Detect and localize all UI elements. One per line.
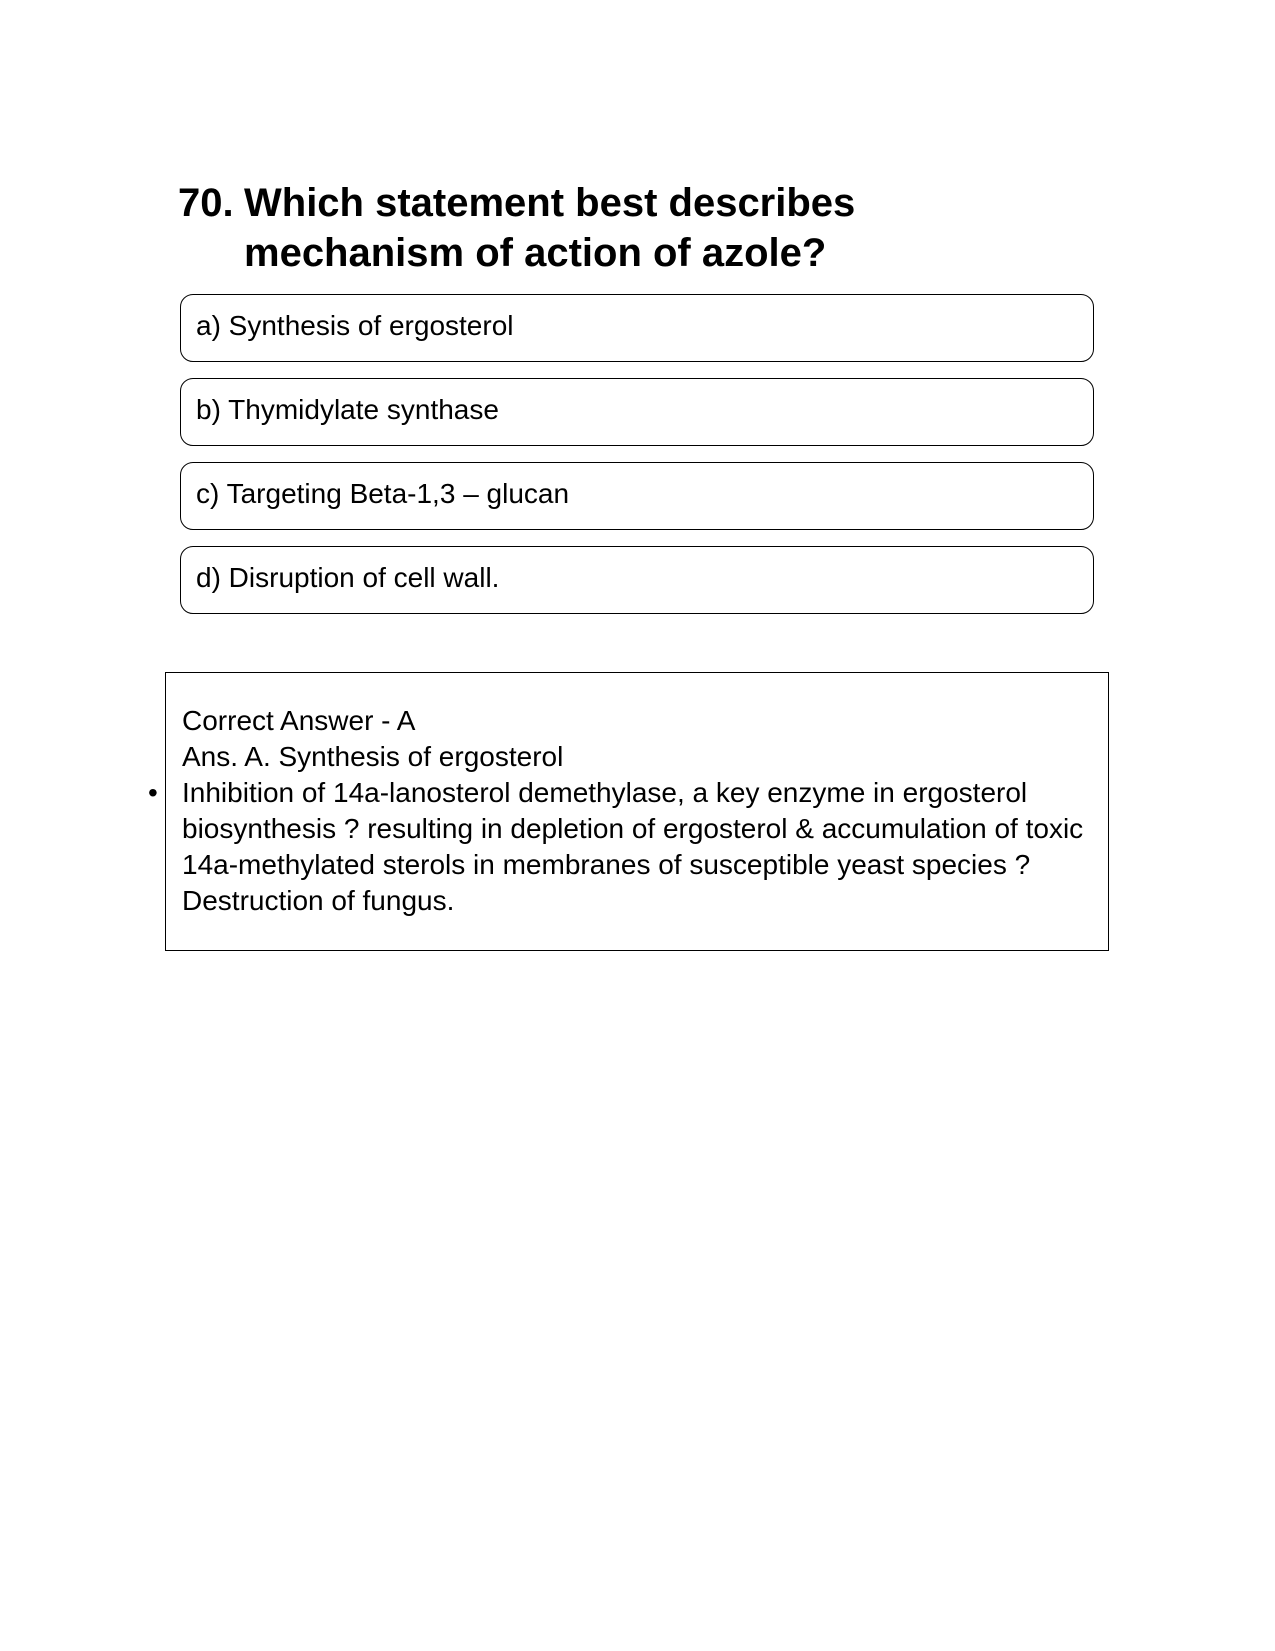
correct-answer: Correct Answer - A	[182, 705, 416, 736]
question-heading	[178, 178, 898, 278]
option-a[interactable]	[180, 294, 1094, 362]
answer-summary: Ans. A. Synthesis of ergosterol	[182, 741, 564, 772]
options-list	[180, 294, 1094, 630]
option-d-label: d) Disruption of cell wall.	[196, 562, 500, 593]
option-b-label: b) Thymidylate synthase	[196, 394, 499, 425]
option-c-label: c) Targeting Beta-1,3 – glucan	[196, 478, 570, 509]
answer-box	[148, 672, 1109, 951]
option-d[interactable]	[180, 546, 1094, 614]
answer-explanation: Inhibition of 14a-lanosterol demethylase, a key enzyme in ergosterol biosynthesis ? resulting in depletion of ergosterol & accumulation of toxic 14a-methylated sterols in membranes of susceptible yeast species ? Destruction of fungus.	[182, 777, 1084, 916]
option-c[interactable]	[180, 462, 1094, 530]
bullet-icon: •	[148, 777, 158, 808]
option-a-label: a) Synthesis of ergosterol	[196, 310, 514, 341]
explanation-item	[148, 775, 1094, 919]
option-b[interactable]	[180, 378, 1094, 446]
question-text: Which statement best describes mechanism of action of azole?	[244, 181, 856, 275]
question-number: 70.	[178, 181, 234, 225]
